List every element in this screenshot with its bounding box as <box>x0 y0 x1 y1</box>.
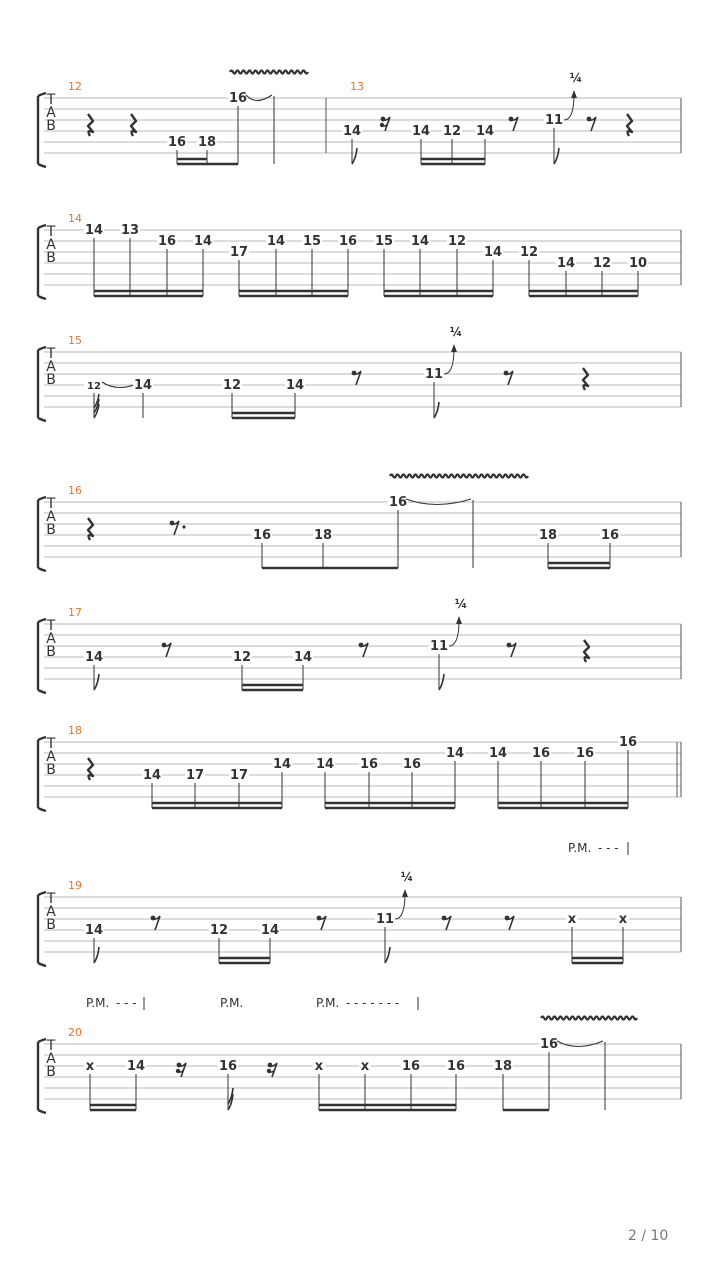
dead-note: x <box>567 912 577 927</box>
fret-number: 14 <box>483 245 503 260</box>
fret-number: 16 <box>388 495 408 510</box>
vibrato-line <box>390 475 528 478</box>
fret-number: 17 <box>229 245 249 260</box>
note-flag <box>439 674 444 690</box>
fret-number: 18 <box>538 528 558 543</box>
fret-number: 16 <box>618 735 638 750</box>
note-flag <box>434 402 439 418</box>
8th-rest <box>587 117 596 131</box>
quarter-rest-stroke <box>88 518 93 540</box>
16th-rest <box>267 1063 277 1077</box>
fret-number: 14 <box>411 124 431 139</box>
fret-number: 16 <box>167 135 187 150</box>
system-bracket <box>38 737 46 811</box>
tab-system <box>38 842 681 966</box>
8th-rest <box>359 643 368 657</box>
tab-clef-letter: B <box>46 1064 56 1080</box>
tab-clef-letter: T <box>46 224 56 240</box>
quarter-rest-stroke <box>583 368 588 390</box>
8th-rest <box>505 916 514 930</box>
palm-mute-label: P.M. <box>568 841 592 855</box>
measure-number: 19 <box>68 879 82 892</box>
fret-number: 14 <box>260 923 280 938</box>
note-flag <box>385 947 390 963</box>
note-flag <box>94 674 99 690</box>
fret-number: 14 <box>488 746 508 761</box>
fret-number: 14 <box>293 650 313 665</box>
fret-number: 12 <box>519 245 539 260</box>
8th-rest <box>507 643 516 657</box>
tab-clef-letter: B <box>46 250 56 266</box>
measure-number: 18 <box>68 724 82 737</box>
fret-number: 14 <box>285 378 305 393</box>
fret-number: 18 <box>197 135 217 150</box>
fret-number: 10 <box>628 256 648 271</box>
fret-number: 16 <box>575 746 595 761</box>
16th-rest <box>380 117 390 131</box>
fret-number: 11 <box>424 367 444 382</box>
fret-number: 14 <box>84 923 104 938</box>
tab-clef-letter: T <box>46 346 56 362</box>
system-bracket <box>38 225 46 299</box>
tab-clef-letter: A <box>46 631 56 647</box>
measure-number: 12 <box>68 80 82 93</box>
tab-clef-letter: B <box>46 522 56 538</box>
fret-number: 12 <box>222 378 242 393</box>
fret-number: 14 <box>126 1059 146 1074</box>
8th-rest <box>162 643 171 657</box>
fret-number: 14 <box>193 234 213 249</box>
page-number: 2 / 10 <box>628 1228 669 1244</box>
system-bracket <box>38 347 46 421</box>
fret-number: 14 <box>556 256 576 271</box>
bend-arrowhead <box>456 616 462 624</box>
measure-number: 14 <box>68 212 82 225</box>
tab-clef-letter: T <box>46 92 56 108</box>
tab-clef-letter: B <box>46 118 56 134</box>
fret-number: 16 <box>218 1059 238 1074</box>
note-flag <box>94 947 99 963</box>
fret-number: 14 <box>475 124 495 139</box>
fret-number: 18 <box>313 528 333 543</box>
tab-system <box>38 495 681 571</box>
palm-mute-extension: - - - <box>598 841 619 855</box>
fret-number: 16 <box>228 91 248 106</box>
palm-mute-label: P.M. <box>86 996 110 1010</box>
quarter-rest-stroke <box>131 114 136 136</box>
system-bracket <box>38 1039 46 1113</box>
quarter-rest <box>88 114 93 136</box>
dead-note: x <box>360 1059 370 1074</box>
fret-number: 12 <box>209 923 229 938</box>
quarter-rest-stroke <box>627 114 632 136</box>
8th-rest <box>317 916 326 930</box>
fret-number: 15 <box>374 234 394 249</box>
fret-number: 16 <box>359 757 379 772</box>
tab-clef-letter: T <box>46 891 56 907</box>
dead-note: x <box>85 1059 95 1074</box>
tab-clef-letter: A <box>46 749 56 765</box>
fret-number: 16 <box>446 1059 466 1074</box>
measure-number: 20 <box>68 1026 82 1039</box>
dead-note: x <box>314 1059 324 1074</box>
fret-number: 14 <box>410 234 430 249</box>
bend-amount: ¼ <box>454 597 468 611</box>
8th-rest <box>509 117 518 131</box>
fret-number: 14 <box>84 650 104 665</box>
fret-number: 15 <box>302 234 322 249</box>
fret-number: 17 <box>229 768 249 783</box>
system-bracket <box>38 619 46 693</box>
quarter-rest-stroke <box>584 640 589 662</box>
fret-number: 16 <box>402 757 422 772</box>
quarter-rest-stroke <box>88 758 93 780</box>
fret-number: 13 <box>120 223 140 238</box>
fret-number: 16 <box>401 1059 421 1074</box>
tab-clef-letter: B <box>46 644 56 660</box>
fret-number: 12 <box>442 124 462 139</box>
fret-number: 14 <box>266 234 286 249</box>
fret-number: 12 <box>87 381 101 392</box>
fret-number: 14 <box>142 768 162 783</box>
fret-number: 11 <box>375 912 395 927</box>
palm-mute-label: P.M. <box>220 996 244 1010</box>
bend-arrowhead <box>571 90 577 98</box>
tab-clef-letter: A <box>46 237 56 253</box>
fret-number: 11 <box>429 639 449 654</box>
fret-number: 11 <box>544 113 564 128</box>
system-bracket <box>38 497 46 571</box>
tab-clef-letter: T <box>46 618 56 634</box>
note-flag <box>554 148 559 164</box>
dead-note: x <box>618 912 628 927</box>
fret-number: 16 <box>157 234 177 249</box>
bend-arrowhead <box>402 889 408 897</box>
quarter-rest <box>584 640 589 662</box>
tab-clef-letter: T <box>46 496 56 512</box>
fret-number: 12 <box>592 256 612 271</box>
8th-rest <box>151 916 160 930</box>
tab-clef-letter: A <box>46 1051 56 1067</box>
fret-number: 12 <box>232 650 252 665</box>
dotted-8th-rest <box>170 521 186 535</box>
rest-dot <box>182 525 185 528</box>
measure-number: 17 <box>68 606 82 619</box>
fret-number: 16 <box>539 1037 559 1052</box>
fret-number: 14 <box>342 124 362 139</box>
fret-number: 18 <box>493 1059 513 1074</box>
fret-number: 14 <box>272 757 292 772</box>
8th-rest <box>442 916 451 930</box>
bend-amount: ¼ <box>449 325 463 339</box>
fret-number: 14 <box>315 757 335 772</box>
quarter-rest <box>88 758 93 780</box>
quarter-rest <box>627 114 632 136</box>
bend-arrowhead <box>451 344 457 352</box>
fret-number: 16 <box>252 528 272 543</box>
vibrato-line <box>541 1017 637 1020</box>
bend-amount: ¼ <box>569 71 583 85</box>
fret-number: 14 <box>133 378 153 393</box>
tab-clef-letter: A <box>46 509 56 525</box>
8th-rest <box>504 371 513 385</box>
tab-clef-letter: B <box>46 917 56 933</box>
measure-number: 13 <box>350 80 364 93</box>
fret-number: 17 <box>185 768 205 783</box>
tab-system <box>38 997 681 1113</box>
tab-clef-letter: A <box>46 105 56 121</box>
measure-number: 15 <box>68 334 82 347</box>
palm-mute-extension: - - - - - - - <box>346 996 400 1010</box>
palm-mute-label: P.M. <box>316 996 340 1010</box>
system-bracket <box>38 93 46 167</box>
tab-clef-letter: T <box>46 736 56 752</box>
tab-clef-letter: A <box>46 359 56 375</box>
quarter-rest <box>583 368 588 390</box>
fret-number: 14 <box>445 746 465 761</box>
measure-number: 16 <box>68 484 82 497</box>
tab-clef-letter: B <box>46 762 56 778</box>
quarter-rest <box>88 518 93 540</box>
quarter-rest-stroke <box>88 114 93 136</box>
tab-clef-letter: B <box>46 372 56 388</box>
tab-clef-letter: A <box>46 904 56 920</box>
bend-amount: ¼ <box>400 870 414 884</box>
quarter-rest <box>131 114 136 136</box>
16th-rest <box>176 1063 186 1077</box>
palm-mute-extension: - - - <box>116 996 137 1010</box>
tab-clef-letter: T <box>46 1038 56 1054</box>
system-bracket <box>38 892 46 966</box>
fret-number: 12 <box>447 234 467 249</box>
note-flag <box>352 148 357 164</box>
fret-number: 14 <box>84 223 104 238</box>
8th-rest <box>352 371 361 385</box>
fret-number: 16 <box>531 746 551 761</box>
vibrato-line <box>230 71 308 74</box>
fret-number: 16 <box>600 528 620 543</box>
fret-number: 16 <box>338 234 358 249</box>
